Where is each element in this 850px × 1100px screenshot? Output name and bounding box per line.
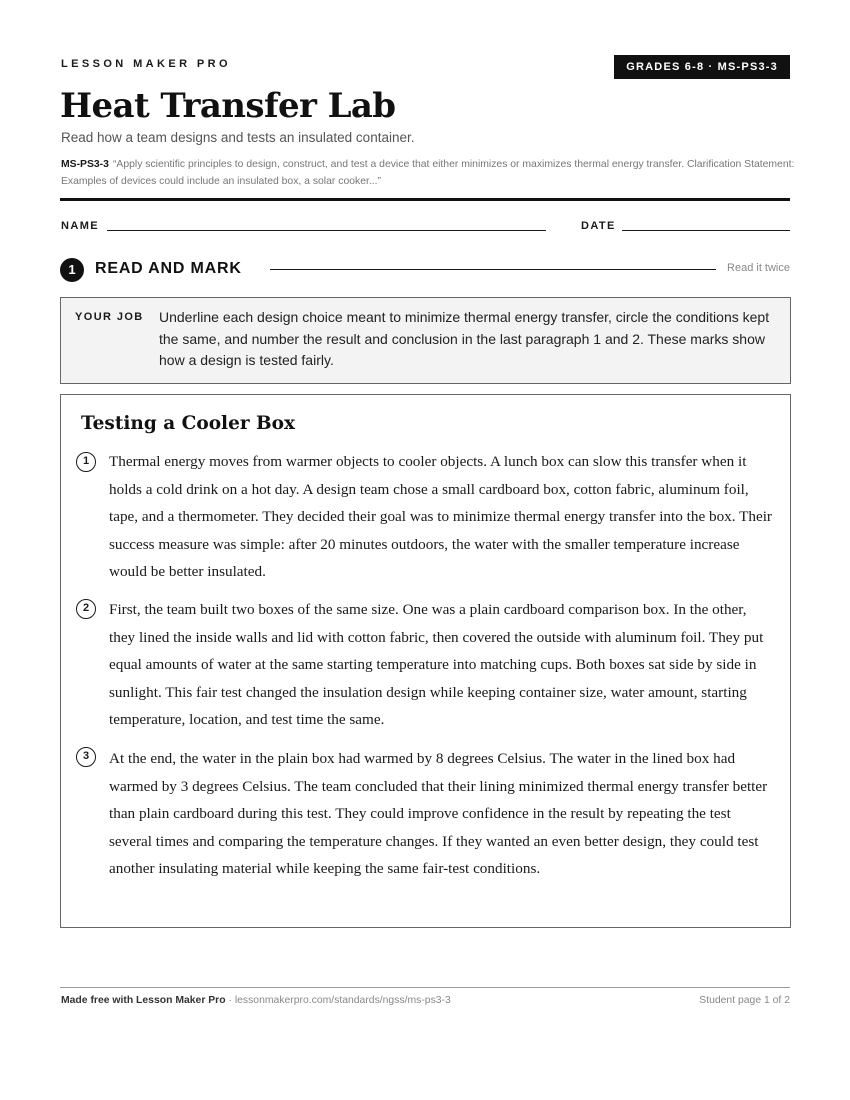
instructions-box — [60, 297, 791, 384]
paragraph-text: At the end, the water in the plain box had warmed by 8 degrees Celsius. The water in the lined box had warmed by 3 degrees Celsius. The team concluded that their lining minimized thermal energy transfer better than plain cardboard during this test. They could improve confidence in the result by repeating the test several times and comparing the temperature changes. If they wanted an even better design, they could test another insulating material while keeping the same fair-test conditions. — [109, 750, 768, 877]
page-subtitle: Read how a team designs and tests an insulated container. — [61, 130, 415, 145]
instructions-text: Underline each design choice meant to minimize thermal energy transfer, circle the conditions kept the same, and number the result and conclusion in the last paragraph 1 and 2. These marks show how a design is tested fairly. — [159, 309, 770, 368]
paragraph-text: First, the team built two boxes of the same size. One was a plain cardboard comparison box. In the other, they lined the inside walls and lid with cotton fabric, then covered the outside with aluminum foil. They put equal amounts of water at the same starting temperature into matching cups. Both boxes sat side by side in sunlight. This fair test changed the insulation design while keeping container size, water amount, starting temperature, location, and test time the same. — [109, 601, 764, 728]
footer-made-with: Made free with Lesson Maker Pro — [61, 995, 226, 1006]
date-label: DATE — [581, 220, 616, 232]
header-divider — [60, 198, 790, 201]
paragraph-number: 2 — [76, 599, 96, 619]
section-note: Read it twice — [727, 262, 790, 274]
instructions-label: YOUR JOB — [75, 311, 144, 323]
standard-code: MS-PS3-3 — [61, 159, 109, 170]
standard-text: “Apply scientific principles to design, construct, and test a device that either minimizes or maximizes thermal energy transfer. Clarification Statement: Examples of devices could include an insulated box, a solar cooker...” — [61, 159, 795, 187]
brand-name: LESSON MAKER PRO — [61, 58, 231, 70]
footer-separator: · — [225, 995, 235, 1006]
section-divider — [270, 269, 716, 270]
section-title: READ AND MARK — [95, 260, 242, 277]
section-number-badge: 1 — [60, 258, 84, 282]
passage-title: Testing a Cooler Box — [81, 413, 296, 434]
date-field-line[interactable] — [622, 230, 790, 231]
reading-passage — [60, 394, 791, 928]
page-title: Heat Transfer Lab — [60, 86, 396, 126]
paragraph-number: 3 — [76, 747, 96, 767]
footer-credit — [61, 995, 451, 1006]
name-field-line[interactable] — [107, 230, 546, 231]
footer-url-link[interactable]: lessonmakerpro.com/standards/ngss/ms-ps3-3 — [234, 995, 451, 1006]
page-indicator: Student page 1 of 2 — [699, 995, 790, 1006]
paragraph-text: Thermal energy moves from warmer objects to cooler objects. A lunch box can slow this transfer when it holds a cold drink on a hot day. A design team chose a small cardboard box, cotton fabric, aluminum foil, tape, and a thermometer. They decided their goal was to minimize thermal energy transfer into the box. Their success measure was simple: after 20 minutes outdoors, the water with the smaller temperature increase would be better insulated. — [109, 453, 772, 580]
name-label: NAME — [61, 220, 99, 232]
footer-divider — [60, 987, 790, 988]
paragraph-number: 1 — [76, 452, 96, 472]
standard-statement — [61, 156, 796, 190]
grade-badge: GRADES 6-8 · MS-PS3-3 — [614, 55, 790, 79]
